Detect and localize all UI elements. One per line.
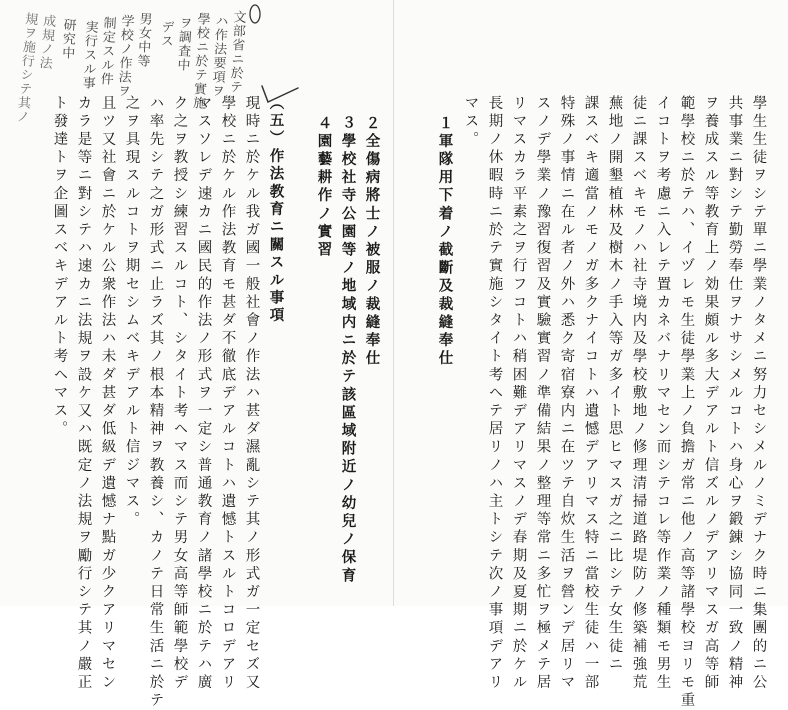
handwritten-note: 制定スル件 (97, 15, 116, 87)
text-column: ハ率先シテ之ガ形式ニ止ラズ其ノ根本精神ヲ教養シ、カノテ日常生活ニ於テ (147, 95, 164, 710)
text-column: イコトヲ考慮ニ入レテ置カネバナリマセン而シテコレ等作業ノ種類モ男生 (654, 95, 671, 693)
section-heading: （五）作法教育ニ關スル事項 (267, 95, 285, 326)
text-column: 學校ニ於ケル作法教育モ甚ダ不徹底デアルコトハ遺憾トスルトコロデアリ (219, 95, 236, 693)
text-column: 長期ノ休暇時ニ於テ實施シタイト考ヘテ居リノハ主トシテ次ノ事項デアリ (486, 95, 503, 693)
handwritten-note: ハ作法要項ヲ (208, 13, 228, 99)
handwritten-note: 學校ニ於テ實施 (189, 11, 210, 111)
pencil-check-mark (258, 78, 302, 108)
text-column: 且ツ又社會ニ於ケル公衆作法ハ未ダ甚ダ低級デ遺憾ナ點ガ少クアリマセン (99, 95, 116, 693)
text-column: 徒ニ課スベキモノハ社寺境内及學校敷地ノ修理清掃道路堤防ノ修築補強荒 (630, 95, 647, 693)
list-item: １軍隊用下着ノ截斷及裁縫奉仕 (436, 115, 454, 369)
text-column: 蕪地ノ開墾植林及樹木ノ手入等ガ多イト思ヒマスガ之ニ比シテ女生徒ニ (606, 95, 623, 675)
handwritten-note: 成規ノ法 (36, 13, 56, 71)
handwritten-note: ヲ調査中 (174, 15, 192, 73)
handwritten-note: 実行スル事 (79, 19, 98, 91)
list-item: ３學校社寺公園等ノ地域内ニ於テ該區域附近ノ幼兒ノ保育 (339, 115, 357, 586)
text-column: 現時ニ於ケル我ガ國一般社會ノ作法ハ甚ダ濕亂シテ其ノ形式ガ一定セズ又 (243, 95, 260, 693)
text-column: スノデ學業ノ豫習復習及實驗實習ノ準備結果ノ整理等常ニ多忙ヲ極メテ居 (534, 95, 551, 693)
handwritten-note: 文部省ニ於テ (226, 9, 246, 95)
handwritten-note: デス (157, 19, 174, 49)
text-column: ヲ養成スル等教育上ノ効果頗ル多大デアルト信ズルノデアリマスガ高等師 (702, 95, 719, 693)
list-item: ２全傷病將士ノ被服ノ裁縫奉仕 (363, 115, 381, 369)
text-column: 學生生徒ヲシテ單ニ學業ノタメニ努力セシメルノミデナク時ニ集團的ニ公 (750, 95, 767, 693)
text-column: 特殊ノ事情ニ在ル者ノ外ハ悉ク寄宿寮内ニ在ツテ自炊生活ヲ營ンデ居リマ (558, 95, 575, 693)
page-fold (393, 0, 394, 606)
list-item: ４園藝耕作ノ實習 (315, 115, 333, 260)
handwritten-note: 学校ノ作法ヲ (114, 13, 134, 99)
text-column: リマスカラ平素之ヲ行フコトハ稍困難デアリマスノデ春期及夏期ニ於ケル (510, 95, 527, 693)
text-column: ク之ヲ教授シ練習スルコト、シタイト考ヘマス而シテ男女高等師範學校デ (171, 95, 188, 693)
text-column: カラ是等ニ對シテハ速カニ法規ヲ設ケ又ハ既定ノ法規ヲ勵行シテ其ノ嚴正 (75, 95, 92, 693)
text-column: ト發達トヲ企圖スベキデアルト考ヘマス。 (51, 95, 68, 439)
text-column: 課スベキ適當ノモノガ多クナイコトハ遺憾デアリマス特ニ當校生徒ハ一部 (582, 95, 599, 693)
pencil-circle-mark (245, 0, 265, 30)
text-column: 共事業ニ對シテ勤勞奉仕ヲナサシメルコトハ身心ヲ鍛錬シ協同一致ノ精神 (726, 95, 743, 693)
text-column: 範學校ニ於テハ、イヅレモ生徒學業上ノ負擔ガ常ニ他ノ高等諸學校ヨリモ重 (678, 95, 695, 710)
text-column: マス。 (462, 95, 479, 150)
handwritten-note: 研究中 (58, 17, 76, 61)
text-column: 之ヲ具現スルコトヲ期セシムベキデアルト信ジマス。 (123, 95, 140, 530)
text-column: マスソレデ速カニ國民的作法ノ形式ヲ一定シ普通教育ノ諸學校ニ於テハ廣 (195, 95, 212, 693)
handwritten-note: 規ヲ施行シテ其ノ (13, 11, 38, 125)
handwritten-note: 男女中等 (134, 11, 152, 69)
